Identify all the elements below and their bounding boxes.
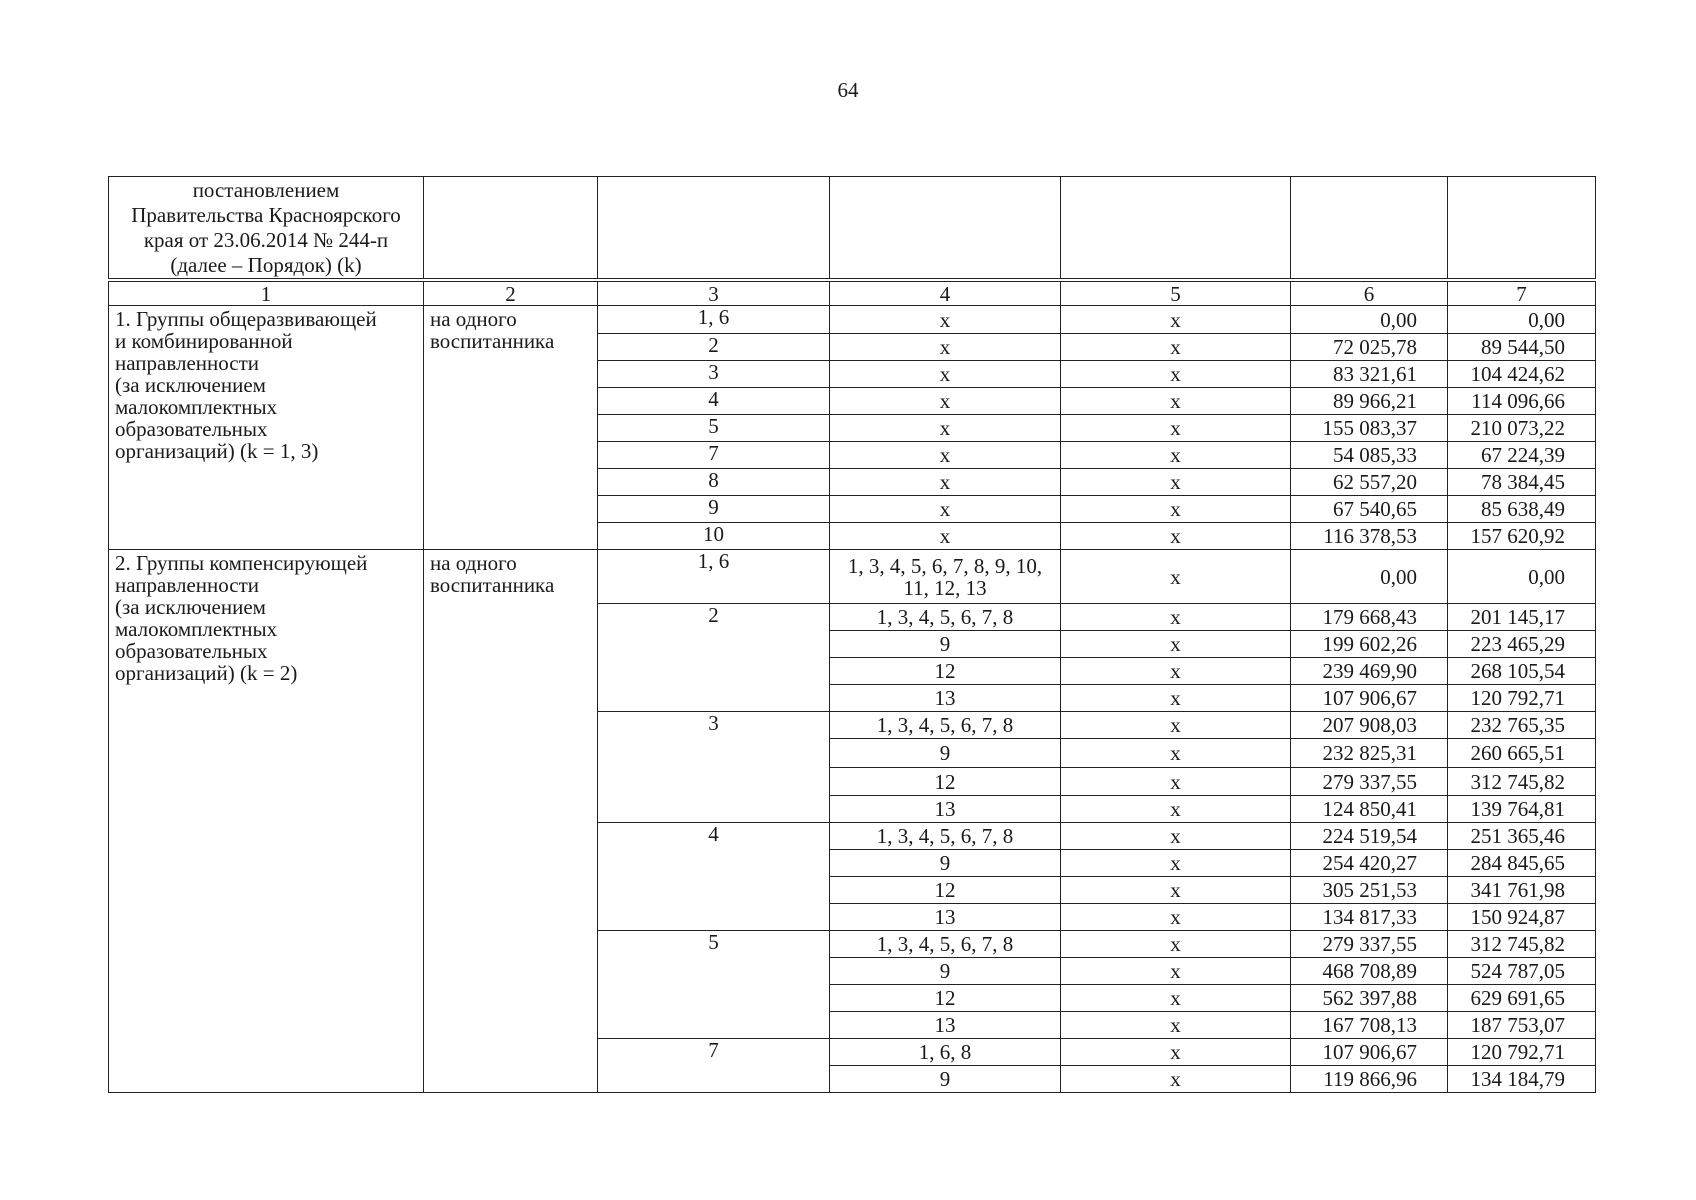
col6-value: 279 337,55 <box>1291 768 1448 796</box>
col7-value: 232 765,35 <box>1448 712 1596 739</box>
empty-cell <box>830 177 1061 281</box>
page-number: 64 <box>837 78 859 102</box>
col4-cell: 1, 3, 4, 5, 6, 7, 8 <box>830 823 1061 850</box>
table-row <box>109 306 1596 334</box>
col6-value: 107 906,67 <box>1291 685 1448 712</box>
col6-value: 254 420,27 <box>1291 850 1448 877</box>
col3-cell: 2 <box>598 604 830 712</box>
col5-cell: x <box>1061 877 1291 904</box>
col6-value: 89 966,21 <box>1291 388 1448 415</box>
col5-cell: x <box>1061 685 1291 712</box>
col3-cell: 10 <box>598 523 830 550</box>
col7-value: 284 845,65 <box>1448 850 1596 877</box>
column-number: 1 <box>109 280 424 306</box>
group-title-line: образовательных <box>115 417 268 441</box>
group-title-line: малокомплектных <box>115 617 278 641</box>
col4-cell: 9 <box>830 1066 1061 1093</box>
col7-value: 260 665,51 <box>1448 739 1596 768</box>
col3-cell: 1, 6 <box>598 306 830 334</box>
col7-value: 157 620,92 <box>1448 523 1596 550</box>
col7-value: 67 224,39 <box>1448 442 1596 469</box>
col4-cell: x <box>830 334 1061 361</box>
table-row <box>109 550 1596 604</box>
col4-cell: x <box>830 469 1061 496</box>
col7-value: 312 745,82 <box>1448 768 1596 796</box>
col3-cell: 4 <box>598 388 830 415</box>
col4-cell: 9 <box>830 739 1061 768</box>
group-title-line: образовательных <box>115 639 268 663</box>
col7-value: 268 105,54 <box>1448 658 1596 685</box>
col6-value: 119 866,96 <box>1291 1066 1448 1093</box>
unit-line: на одного <box>430 551 517 575</box>
col7-value: 120 792,71 <box>1448 685 1596 712</box>
column-number: 7 <box>1448 280 1596 306</box>
col7-value: 524 787,05 <box>1448 958 1596 985</box>
col7-value: 629 691,65 <box>1448 985 1596 1012</box>
col5-cell: x <box>1061 306 1291 334</box>
column-number: 4 <box>830 280 1061 306</box>
col7-value: 139 764,81 <box>1448 796 1596 823</box>
col4-cell: 13 <box>830 685 1061 712</box>
col7-value: 312 745,82 <box>1448 931 1596 958</box>
col5-cell: x <box>1061 388 1291 415</box>
col5-cell: x <box>1061 658 1291 685</box>
col6-value: 67 540,65 <box>1291 496 1448 523</box>
col5-cell: x <box>1061 796 1291 823</box>
col5-cell: x <box>1061 823 1291 850</box>
col5-cell: x <box>1061 712 1291 739</box>
col6-value: 562 397,88 <box>1291 985 1448 1012</box>
col4-cell: 12 <box>830 985 1061 1012</box>
col7-value: 223 465,29 <box>1448 631 1596 658</box>
col7-value: 150 924,87 <box>1448 904 1596 931</box>
col7-value: 85 638,49 <box>1448 496 1596 523</box>
col6-value: 167 708,13 <box>1291 1012 1448 1039</box>
col3-cell: 3 <box>598 712 830 823</box>
col6-value: 124 850,41 <box>1291 796 1448 823</box>
col3-cell: 5 <box>598 415 830 442</box>
col5-cell: x <box>1061 469 1291 496</box>
col6-value: 116 378,53 <box>1291 523 1448 550</box>
group-title-line: (за исключением <box>115 595 266 619</box>
col7-value: 251 365,46 <box>1448 823 1596 850</box>
unit-line: на одного <box>430 307 517 331</box>
col6-value: 179 668,43 <box>1291 604 1448 631</box>
empty-cell <box>1448 177 1596 281</box>
group-title-line: организаций) (k = 2) <box>115 661 298 685</box>
col4-cell: 13 <box>830 1012 1061 1039</box>
col4-cell: x <box>830 388 1061 415</box>
col4-cell: x <box>830 523 1061 550</box>
col7-value: 89 544,50 <box>1448 334 1596 361</box>
col3-cell: 8 <box>598 469 830 496</box>
col5-cell: x <box>1061 739 1291 768</box>
col6-value: 239 469,90 <box>1291 658 1448 685</box>
col5-cell: x <box>1061 334 1291 361</box>
continuation-line: Правительства Красноярского <box>131 202 401 227</box>
col6-value: 134 817,33 <box>1291 904 1448 931</box>
col7-value: 78 384,45 <box>1448 469 1596 496</box>
column-number: 5 <box>1061 280 1291 306</box>
col4-cell: 9 <box>830 850 1061 877</box>
col5-cell: x <box>1061 442 1291 469</box>
empty-cell <box>424 177 598 281</box>
col5-cell: x <box>1061 985 1291 1012</box>
col7-value: 187 753,07 <box>1448 1012 1596 1039</box>
col4-cell: 12 <box>830 877 1061 904</box>
col6-value: 207 908,03 <box>1291 712 1448 739</box>
group-title-line: 2. Группы компенсирующей <box>115 551 368 575</box>
col7-value: 210 073,22 <box>1448 415 1596 442</box>
column-number: 2 <box>424 280 598 306</box>
col5-cell: x <box>1061 1066 1291 1093</box>
continuation-line: (далее – Порядок) (k) <box>170 252 362 277</box>
col4-cell: 1, 3, 4, 5, 6, 7, 8 <box>830 931 1061 958</box>
col5-cell: x <box>1061 931 1291 958</box>
col6-value: 107 906,67 <box>1291 1039 1448 1066</box>
continuation-row <box>109 177 1596 281</box>
unit-line: воспитанника <box>430 329 555 353</box>
group-title-line: малокомплектных <box>115 395 278 419</box>
col7-value: 0,00 <box>1448 306 1596 334</box>
col4-cell: 1, 3, 4, 5, 6, 7, 8 <box>830 712 1061 739</box>
col6-value: 83 321,61 <box>1291 361 1448 388</box>
col4-cell: x <box>830 442 1061 469</box>
col5-cell: x <box>1061 904 1291 931</box>
column-number: 3 <box>598 280 830 306</box>
col3-cell: 7 <box>598 442 830 469</box>
col5-cell: x <box>1061 768 1291 796</box>
col5-cell: x <box>1061 604 1291 631</box>
col4-cell: 1, 3, 4, 5, 6, 7, 8, 9, 10, 11, 12, 13 <box>830 550 1061 604</box>
col3-cell: 7 <box>598 1039 830 1093</box>
col3-cell: 2 <box>598 334 830 361</box>
col7-value: 120 792,71 <box>1448 1039 1596 1066</box>
col6-value: 72 025,78 <box>1291 334 1448 361</box>
col5-cell: x <box>1061 1012 1291 1039</box>
group-title-line: направленности <box>115 573 260 597</box>
col6-value: 62 557,20 <box>1291 469 1448 496</box>
continuation-cell <box>109 177 424 281</box>
col5-cell: x <box>1061 850 1291 877</box>
col6-value: 305 251,53 <box>1291 877 1448 904</box>
col4-cell: x <box>830 306 1061 334</box>
col7-value: 134 184,79 <box>1448 1066 1596 1093</box>
group-title-cell <box>109 550 424 1093</box>
col7-value: 0,00 <box>1448 550 1596 604</box>
col6-value: 199 602,26 <box>1291 631 1448 658</box>
col5-cell: x <box>1061 415 1291 442</box>
empty-cell <box>1291 177 1448 281</box>
col4-cell: 9 <box>830 958 1061 985</box>
col3-cell: 5 <box>598 931 830 1039</box>
col4-cell: 1, 3, 4, 5, 6, 7, 8 <box>830 604 1061 631</box>
col6-value: 232 825,31 <box>1291 739 1448 768</box>
column-number-row <box>109 280 1596 306</box>
col6-value: 0,00 <box>1291 306 1448 334</box>
col4-cell: 1, 6, 8 <box>830 1039 1061 1066</box>
col5-cell: x <box>1061 361 1291 388</box>
col7-value: 201 145,17 <box>1448 604 1596 631</box>
continuation-line: постановлением <box>192 177 340 202</box>
col4-cell: 12 <box>830 658 1061 685</box>
col5-cell: x <box>1061 550 1291 604</box>
col6-value: 54 085,33 <box>1291 442 1448 469</box>
col6-value: 224 519,54 <box>1291 823 1448 850</box>
empty-cell <box>598 177 830 281</box>
col4-cell: 9 <box>830 631 1061 658</box>
group-title-cell <box>109 306 424 550</box>
col4-cell: x <box>830 496 1061 523</box>
col4-cell: x <box>830 415 1061 442</box>
col3-cell: 1, 6 <box>598 550 830 604</box>
col6-value: 0,00 <box>1291 550 1448 604</box>
col3-cell: 3 <box>598 361 830 388</box>
empty-cell <box>1061 177 1291 281</box>
unit-cell <box>424 306 598 550</box>
continuation-line: края от 23.06.2014 № 244-п <box>143 227 389 252</box>
col4-cell: x <box>830 361 1061 388</box>
unit-cell <box>424 550 598 1093</box>
group-title-line: организаций) (k = 1, 3) <box>115 439 319 463</box>
tariff-table <box>108 176 1596 1093</box>
col6-value: 279 337,55 <box>1291 931 1448 958</box>
col5-cell: x <box>1061 958 1291 985</box>
col6-value: 468 708,89 <box>1291 958 1448 985</box>
col4-cell: 12 <box>830 768 1061 796</box>
col3-cell: 4 <box>598 823 830 931</box>
col5-cell: x <box>1061 631 1291 658</box>
unit-line: воспитанника <box>430 573 555 597</box>
col6-value: 155 083,37 <box>1291 415 1448 442</box>
column-number: 6 <box>1291 280 1448 306</box>
col5-cell: x <box>1061 523 1291 550</box>
group-title-line: (за исключением <box>115 373 266 397</box>
group-title-line: 1. Группы общеразвивающей <box>115 307 377 331</box>
col4-cell: 13 <box>830 796 1061 823</box>
col7-value: 341 761,98 <box>1448 877 1596 904</box>
col5-cell: x <box>1061 496 1291 523</box>
col7-value: 114 096,66 <box>1448 388 1596 415</box>
col4-cell: 13 <box>830 904 1061 931</box>
col5-cell: x <box>1061 1039 1291 1066</box>
group-title-line: направленности <box>115 351 260 375</box>
col7-value: 104 424,62 <box>1448 361 1596 388</box>
group-title-line: и комбинированной <box>115 329 293 353</box>
col3-cell: 9 <box>598 496 830 523</box>
